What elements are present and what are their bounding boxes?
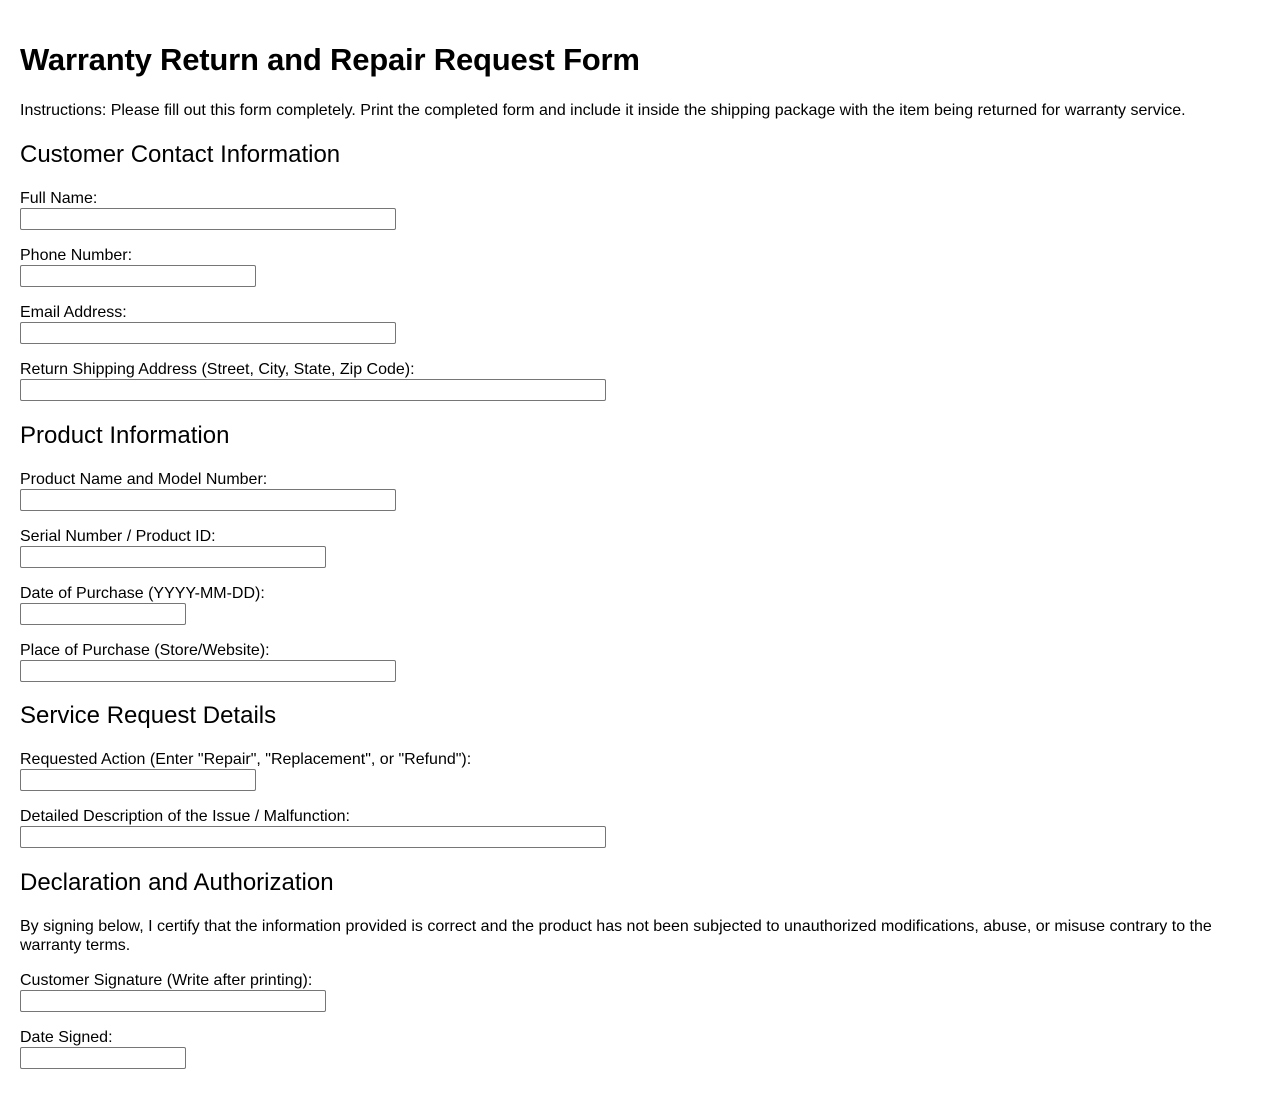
signature-input[interactable] — [20, 990, 326, 1012]
serial-label: Serial Number / Product ID: — [20, 528, 216, 545]
full-name-field-group — [20, 189, 396, 230]
section-heading-product: Product Information — [20, 422, 230, 449]
purchase-date-field-group — [20, 584, 265, 625]
email-field-group — [20, 303, 396, 344]
full-name-input[interactable] — [20, 208, 396, 230]
address-label: Return Shipping Address (Street, City, State, Zip Code): — [20, 361, 415, 378]
description-label: Detailed Description of the Issue / Malfunction: — [20, 808, 350, 825]
address-input[interactable] — [20, 379, 606, 401]
serial-input[interactable] — [20, 546, 326, 568]
phone-input[interactable] — [20, 265, 256, 287]
action-field-group — [20, 750, 471, 791]
address-field-group — [20, 360, 606, 401]
date-signed-input[interactable] — [20, 1047, 186, 1069]
phone-field-group — [20, 246, 256, 287]
purchase-date-label: Date of Purchase (YYYY-MM-DD): — [20, 585, 265, 602]
description-field-group — [20, 807, 606, 848]
page-title: Warranty Return and Repair Request Form — [20, 42, 640, 77]
model-label: Product Name and Model Number: — [20, 471, 268, 488]
signature-label: Customer Signature (Write after printing): — [20, 972, 313, 989]
purchase-date-input[interactable] — [20, 603, 186, 625]
declaration-text: By signing below, I certify that the information provided is correct and the product has not been subjected to unauthorized modifications, abuse, or misuse contrary to the warranty terms. — [20, 918, 1212, 954]
model-field-group — [20, 470, 396, 511]
date-signed-field-group — [20, 1028, 186, 1069]
section-heading-customer-contact: Customer Contact Information — [20, 141, 341, 168]
section-heading-service: Service Request Details — [20, 702, 277, 729]
full-name-label: Full Name: — [20, 190, 98, 207]
place-input[interactable] — [20, 660, 396, 682]
phone-label: Phone Number: — [20, 247, 133, 264]
serial-field-group — [20, 527, 326, 568]
place-field-group — [20, 641, 396, 682]
instructions-text: Instructions: Please fill out this form completely. Print the completed form and include it inside the shipping package with the item being returned for warranty service. — [20, 102, 1186, 119]
email-label: Email Address: — [20, 304, 127, 321]
section-heading-declaration: Declaration and Authorization — [20, 869, 334, 896]
description-input[interactable] — [20, 826, 606, 848]
action-input[interactable] — [20, 769, 256, 791]
model-input[interactable] — [20, 489, 396, 511]
email-input[interactable] — [20, 322, 396, 344]
action-label: Requested Action (Enter "Repair", "Replacement", or "Refund"): — [20, 751, 472, 768]
signature-field-group — [20, 971, 326, 1012]
date-signed-label: Date Signed: — [20, 1029, 113, 1046]
place-label: Place of Purchase (Store/Website): — [20, 642, 270, 659]
